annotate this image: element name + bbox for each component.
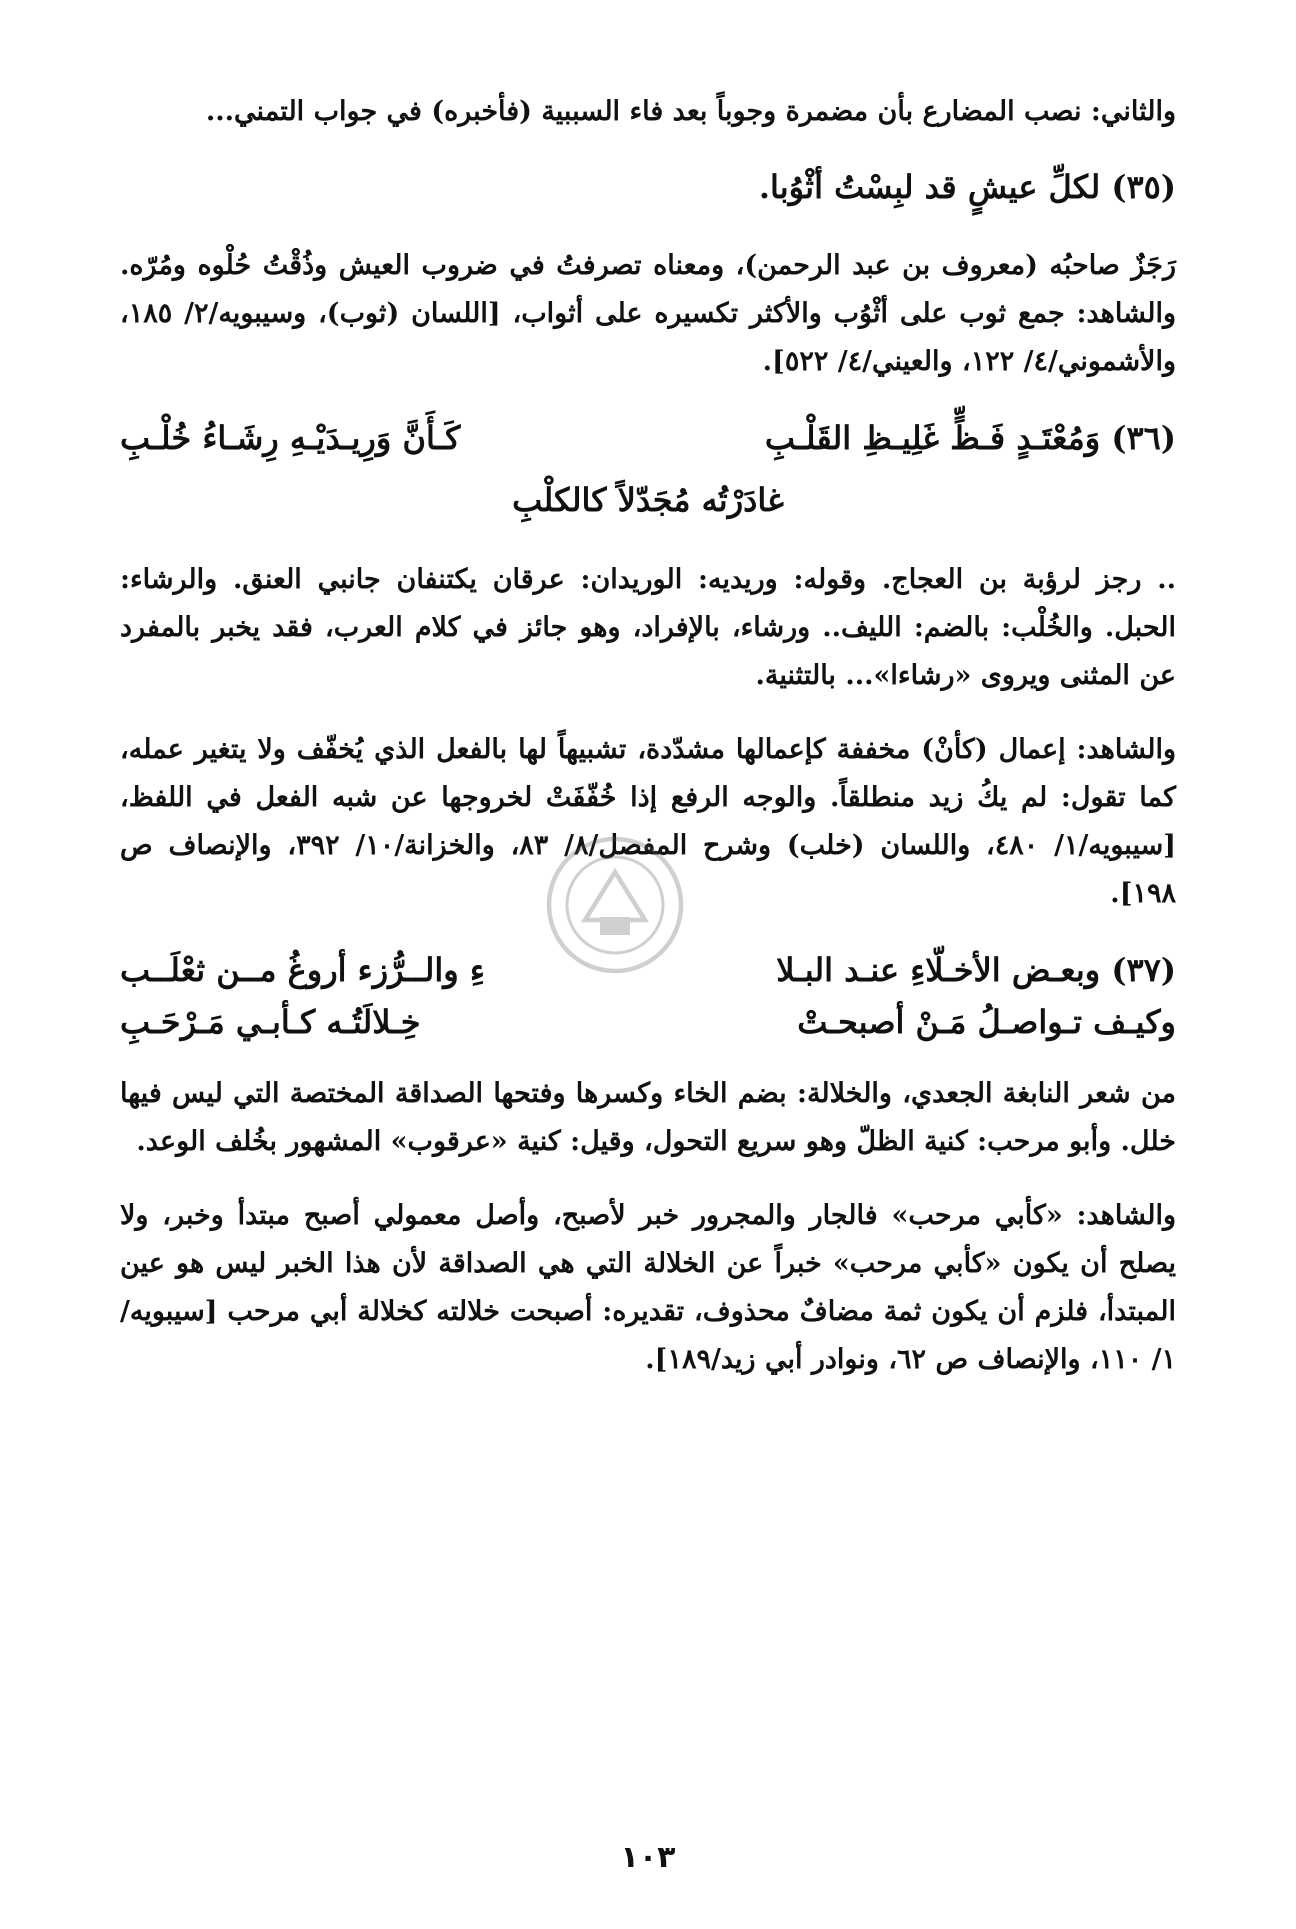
verse-36-left-hemistich: كَـأَنَّ وَرِيـدَيْـهِ رِشَـاءُ خُلْـبِ — [120, 419, 461, 457]
verse-36 — [120, 412, 1176, 528]
page-number: ١٠٣ — [620, 1840, 676, 1875]
paragraph-2: رَجَزٌ صاحبُه (معروف بن عبد الرحمن)، ومعناه تصرفتُ في ضروب العيش وذُقْتُ حُلْوه ومُرّه. والشاهد: جمع ثوب على أثْوُب والأكثر تكسيره على أثواب، [اللسان (ثوب)، وسيبويه/٢/ ١٨٥، والأشموني/٤/ ١٢٢، والعيني/٤/ ٥٢٢]. — [120, 250, 1176, 377]
paragraph-3: .. رجز لرؤبة بن العجاج. وقوله: وريديه: الوريدان: عرقان يكتنفان جانبي العنق. والرشاء: الحبل. والخُلْب: بالضم: الليف.. ورشاء، بالإفراد، وهو جائز في كلام العرب، فقد يخبر بالمفرد عن المثنى ويروى «رشاءا»... بالتثنية. — [120, 564, 1176, 691]
page-body — [120, 88, 1176, 1410]
paragraph-5: من شعر النابغة الجعدي، والخلالة: بضم الخاء وكسرها وفتحها الصداقة المختصة التي ليس فيها خلل. وأبو مرحب: كنية الظلّ وهو سريع التحول، وقيل: كنية «عرقوب» المشهور بخُلف الوعد. — [120, 1078, 1176, 1157]
library-watermark-icon — [540, 830, 690, 980]
verse-37-line-2 — [120, 996, 1176, 1048]
paragraph-6: والشاهد: «كأبي مرحب» فالجار والمجرور خبر لأصبح، وأصل معمولي أصبح مبتدأ وخبر، ولا يصلح أن يكون «كأبي مرحب» خبراً عن الخلالة التي هي الصداقة لأن هذا الخبر ليس هو عين المبتدأ، فلزم أن يكون ثمة مضافٌ محذوف، تقديره: أصبحت خلالته كخلالة أبي مرحب [سيبويه/١/ ١١٠، والإنصاف ص ٦٢، ونوادر أبي زيد/١٨٩]. — [120, 1200, 1176, 1375]
paragraph-1: والثاني: نصب المضارع بأن مضمرة وجوباً بعد فاء السببية (فأخبره) في جواب التمني... — [205, 96, 1176, 127]
verse-37-line-2-left: خِـلالَتُـه كـأبـي مَـرْحَـبِ — [120, 1003, 421, 1041]
verse-37-line-1-left: ءِ والــرُّزء أروغُ مــن ثعْلَــب — [120, 951, 485, 989]
verse-35: (٣٥) لكلِّ عيشٍ قد لبِسْتُ أثْوُبا. — [758, 168, 1176, 206]
verse-37-line-2-right: وكيـف تـواصـلُ مَـنْ أصبحـتْ — [797, 1003, 1176, 1041]
verse-36-line — [120, 412, 1176, 464]
verse-37-line-1-right: (٣٧) وبعـض الأخـلّاءِ عنـد البـلا — [776, 951, 1176, 989]
verse-36-center-line: غادَرْتُه مُجَدّلاً كالكلْبِ — [512, 481, 784, 519]
verse-36-right-hemistich: (٣٦) وَمُعْتَـدٍ فَـظٍّ غَلِيـظِ القَلْـبِ — [764, 419, 1176, 457]
paragraph-4: والشاهد: إعمال (كأنْ) مخففة كإعمالها مشدّدة، تشبيهاً لها بالفعل الذي يُخفّف ولا يتغير عمله، كما تقول: لم يكُ زيد منطلقاً. والوجه الرفع إذا خُفّفَتْ لخروجها عن شبه الفعل في اللفظ، [سيبويه/١/ ٤٨٠، واللسان (خلب) وشرح المفصل/٨/ ٨٣، والخزانة/١٠/ ٣٩٢، والإنصاف ص ١٩٨]. — [120, 734, 1176, 909]
